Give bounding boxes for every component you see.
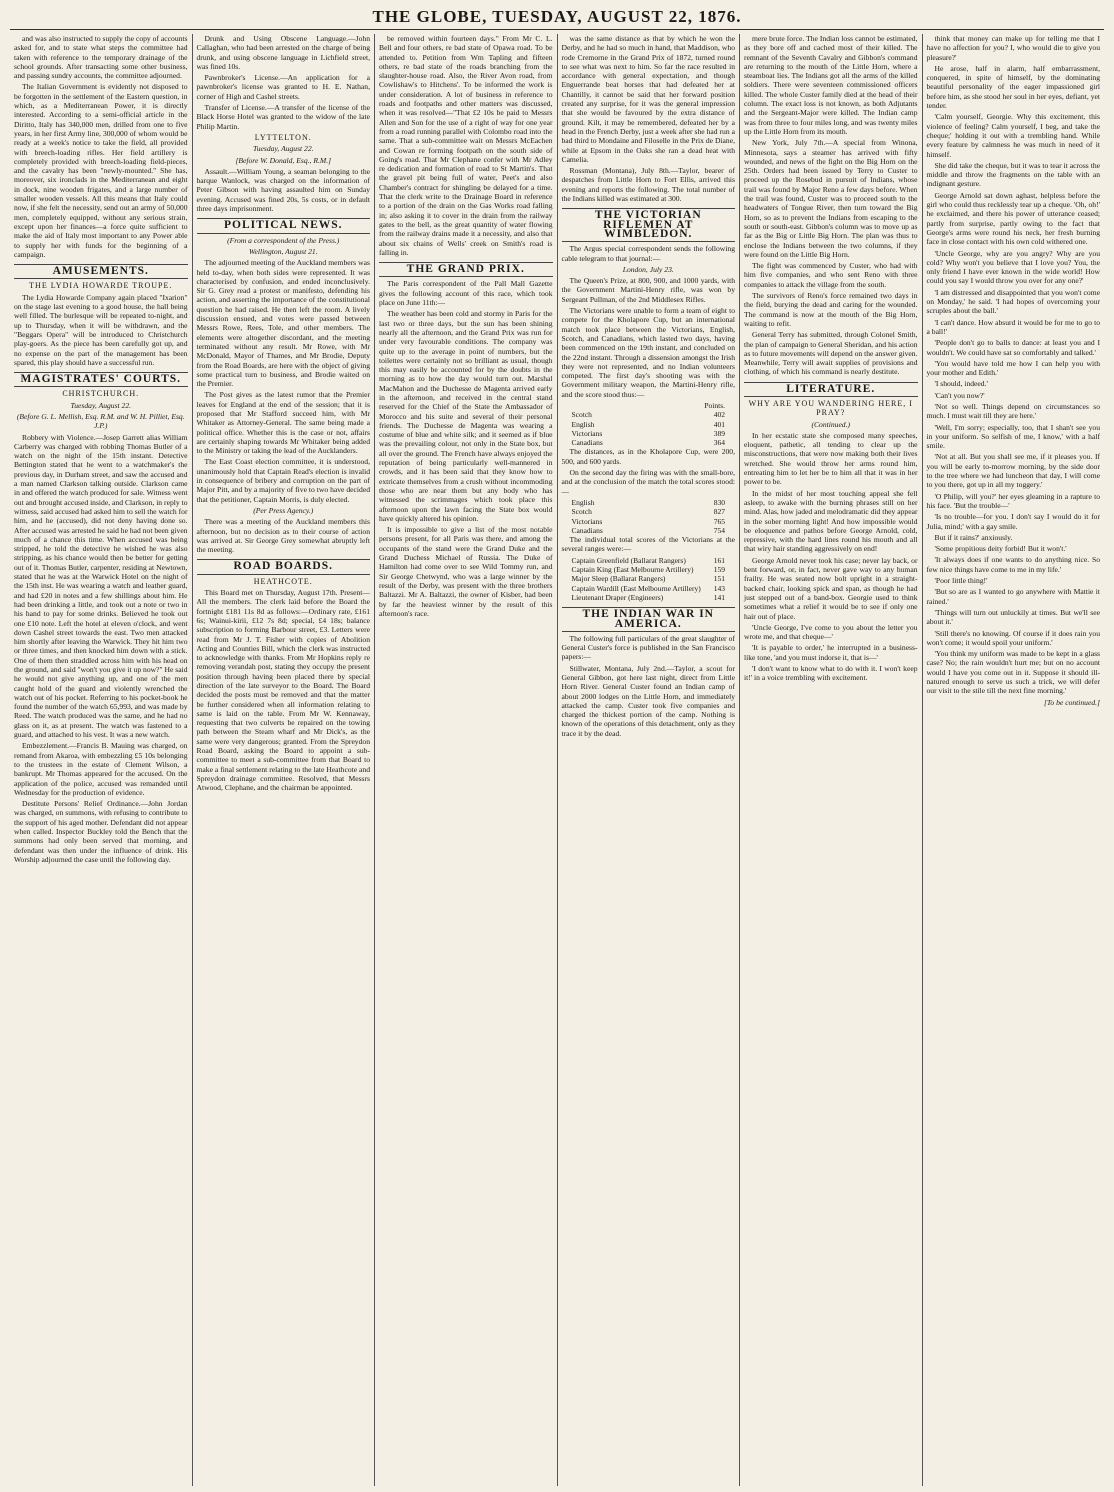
article-paragraph: New York, July 7th.—A special from Winona, Minnesota, says a steamer has arrived with fifty wounded, and news of the fight on the Big Horn on the 25th. Orders had been issued by Terry to Custer to proceed up the Rosebud in pursuit of Indians, whose trail was found by Major Reno a few days before. When the trail was found, Custer was to proceed south to the headwaters of Tongue River, then turn toward the Big Horn, so as to prevent the Indians from escaping to the south or south-east. Gibbon's column was to move up as far as the Big or Little Big Horn. The plan was thus to enclose the Indians between the two columns, if they were found on the Little Big Horn.	[744, 138, 918, 259]
article-paragraph: mere brute force. The Indian loss cannot be estimated, as they bore off and cached most of their killed. The remnant of the Seventh Cavalry and Gibbon's command are returning to the mouth of the Little Horn, where a steamboat lies. The Indians got all the arms of the killed soldiers. There were seventeen commissioned officers killed. The whole Custer family died at the head of their column. The exact loss is not known, as both Adjutants and the Sergeant-Major were killed. The Indian camp was from three to four miles long, and was twenty miles up the Little Horn from its mouth.	[744, 34, 918, 136]
score-row	[562, 420, 736, 429]
article-paragraph: The weather has been cold and stormy in Paris for the last two or three days, but the sun has been shining nearly all the afternoon, and the Grand Prix was run for under very favourable conditions. The company was quite up to the average in point of numbers, but the toilettes were certainly not so brilliant as usual, though this may easily be accounted for by the doubts in the morning as to how the day would turn out. Marshal MacMahon and the Duchesse de Magenta arrived early in the afternoon, and received in the central stand reserved for the Chief of the State the Ambassador of Morocco and his suite and several of their personal friends. The Duchesse de Magenta was wearing a costume of blue and white silk; and it seemed as if blue was the prevailing colour, not only in the State box, but all over the ground. The French have always enjoyed the reputation of being particularly well-mannered in crowds, and it has been said that they know how to extricate themselves from a crush without incommoding those who are near them but any body who has witnessed the scrimmages which took place this afternoon upon the lawn facing the State box would have quickly altered his opinion.	[379, 309, 553, 523]
article-paragraph: The Post gives as the latest rumor that the Premier leaves for England at the end of the session; that it is proposed that Mr Stafford succeed him, with Mr Whitaker as Attorney-General. The same being made a political office. Whether this is the case or not, affairs are certainly shaping towards Mr Whitaker being added to the Ministry or taking the lead of the Aucklanders.	[196, 390, 370, 456]
score-points: 143	[713, 583, 725, 593]
score-row	[562, 593, 736, 602]
source-line: (From a correspondent of the Press.)	[227, 235, 340, 245]
article-paragraph: Transfer of License.—A transfer of the license of the Black Horse Hotel was granted to the widow of the late Philip Martin.	[196, 103, 370, 131]
bench-line: [Before W. Donald, Esq., R.M.]	[235, 155, 332, 165]
article-paragraph: The East Coast election committee, it is understood, unanimously hold that Captain Read's election is invalid in consequence of bribery and corruption on the part of Major Pitt, and by a majority of five to two have decided that the petitioner, Captain Morris, is duly elected.	[196, 457, 370, 504]
score-points: 402	[713, 410, 725, 420]
score-points: 389	[713, 428, 725, 438]
article-paragraph: Assault.—William Young, a seaman belonging to the barque Wanlock, was charged on the information of Peter Gibson with having assaulted him on Sunday evening. Accused was fined 20s, 5s costs, or in default three days imprisonment.	[196, 166, 370, 214]
article-paragraph: Robbery with Violence.—Josep Garrett alias William Carberry was charged with robbing Thomas Butler of a watch on the night of the 15th instant. Detective Bettington stated that he went to a watchmaker's the previous day, in Durham street, and saw the accused and a man named Clarkson talking outside. Clarkson came in and offered the watch produced for sale. Witness went out and brought accused inside, and Clarkson, in reply to witness, said accused had asked him to sell the watch for him, and he (accused), did not deny having done so. After accused was arrested he said he had not been given much of a chance this time. When accused was being stripped, he told the detective he wished he was also stripping, as his chance would then be better for getting out of it. Thomas Butler, carpenter, residing at Newtown, stated that he was at the Warwick Hotel on the night of the 15th inst. He was wearing a watch and leather guard, and had £20 in notes and a few shillings about him. He had been drinking a little, and took out a note or two in his hand to pay for some drinks. Believed he took out one £10 note. Left the hotel at eleven o'clock, and went down Cashel street towards the east. Two men attacked him shortly after leaving the Warwick. They hit him two or three times, and then knocked him down with a stick. One of them then straddled across him with his head on the ground, and said "won't you give it up now?" He said he would not give anything up, and one of the men caught hold of the guard and violently wrenched the watch out of his pocket. Referring to his pocket-book he found the number of the watch 65,993, and was made by Reed. The watch produced was the same, and he had no glass on it, as at present. The watch was fastened to a guard, and attached to his vest. It was a new watch.	[14, 432, 188, 740]
article-paragraph: General Terry has submitted, through Colonel Smith, the plan of campaign to General Sheridan, and his action as to future movements will depend on the answer given. Meanwhile, Terry will await supplies of provisions and clothing, of which his command is nearly destitute.	[744, 330, 918, 377]
article-paragraph: The Queen's Prize, at 800, 900, and 1000 yards, with the Government Martini-Henry rifle, was won by Sergeant Pullman, of the 2nd Middlesex Rifles.	[561, 276, 735, 304]
sub-heading: HEATHCOTE.	[253, 576, 313, 586]
article-paragraph: 'You think my uniform was made to be kept in a glass case? No; the rain wouldn't hurt me; but on no account would I have you come out in it. Suppose it should ill-natured enough to serve us such a trick, we will defer our visit to the stile till the next fine morning.'	[926, 649, 1100, 696]
score-row	[562, 429, 736, 438]
article-paragraph: Pawnbroker's License.—An application for a pawnbroker's license was granted to H. E. Nathan, corner of High and Cashel streets.	[196, 73, 370, 101]
continued-note: (Continued.)	[811, 419, 851, 429]
masthead: THE GLOBE, TUESDAY, AUGUST 22, 1876.	[372, 7, 742, 26]
score-row	[562, 507, 736, 516]
article-paragraph: In the midst of her most touching appeal she fell asleep, to awake with the burning phrases still on her mind. Alas, how jaded and melodramatic did they appear in the sober morning light! And how impossible would be eloquence and pathos before George Arnold, cold, repressive, with the hard lines round his mouth and all that wiry hair standing aggressively on end!	[744, 488, 918, 554]
article-paragraph: The Paris correspondent of the Pall Mall Gazette gives the following account of this race, which took place on June 11th:—	[379, 279, 553, 308]
column-2	[193, 34, 376, 1486]
article-paragraph: 'It always does if one wants to do anything nice. So few nice things have come to me in my life.'	[926, 555, 1100, 574]
article-paragraph: The following full particulars of the great slaughter of General Custer's force is published in the San Francisco papers:—	[561, 633, 735, 662]
score-table-3	[562, 556, 736, 602]
article-paragraph: The fight was commenced by Custer, who had with him five companies, and who sent Reno with three companies to attack the village from the south.	[744, 261, 918, 289]
article-paragraph: She did take the cheque, but it was to tear it across the middle and throw the fragments on the table with an indignant gesture.	[926, 160, 1100, 189]
article-paragraph: 'Not at all. But you shall see me, if it pleases you. If you will be early to-morrow morning, by the side door to the tree where we had luncheon that day, I will come to you there, got up in all my toggery.'	[926, 452, 1100, 490]
article-paragraph: 'You would have told me how I can help you with your mother and Edith.'	[926, 358, 1100, 378]
score-points: 827	[713, 507, 725, 517]
article-paragraph: The distances, as in the Kholapore Cup, were 200, 500, and 600 yards.	[561, 447, 735, 466]
article-paragraph: The adjourned meeting of the Auckland members was held to-day, when both sides were represented. It was characterised by confusion, and ended inconclusively. Sir G. Grey read a protest or manifesto, defending his action, and asserting the importance of the constitutional question he had raised. He then left the room. A lively discussion ensued, and votes were passed between Messrs Rowe, Rees, Tole, and other members. The elements were altogether discordant, and the meeting terminated without any result. Mr Rowe, with Mr McDonald, Mayor of Thames, and Mr Brodie, Deputy from the Road Boards, are here with the object of giving some practical turn to business, and Brodie waited on the Premier.	[196, 258, 370, 389]
score-row	[562, 556, 736, 565]
score-team: Captain Wardill (East Melbourne Artillery)	[571, 583, 701, 593]
column-5	[740, 34, 923, 1486]
article-paragraph: The Lydia Howarde Company again placed "Ixarion" on the stage last evening to a good house, the hall being well filled. The burlesque will be repeated to-night, and up to Thursday, when it will be withdrawn, and the "Beggars Opera" will be introduced to Christchurch play-goers. As the piece has been carefully got up, and no expense on the part of the management has been spared, this play should have a successful run.	[14, 292, 188, 367]
article-paragraph: 'Poor little thing!'	[934, 576, 988, 586]
sub-heading: LYTTELTON.	[254, 132, 312, 142]
article-paragraph: 'Can't you now?'	[934, 390, 985, 400]
score-row	[562, 438, 736, 447]
score-row	[562, 498, 736, 507]
score-row	[562, 565, 736, 574]
dateline: London, July 23.	[622, 264, 674, 274]
section-heading: ROAD BOARDS.	[197, 559, 371, 574]
article-paragraph: 'O Philip, will you?' her eyes gleaming in a rapture to his face. 'But the trouble—'	[926, 491, 1100, 510]
column-6	[923, 34, 1105, 1486]
article-paragraph: Drunk and Using Obscene Language.—John Callaghan, who had been arrested on the charge of being drunk, and using obscene language in Lichfield street, was fined 10s.	[196, 34, 370, 71]
story-title: WHY ARE YOU WANDERING HERE, I PRAY?	[748, 398, 913, 418]
score-points: 401	[713, 419, 725, 429]
article-paragraph: 'I am distressed and disappointed that you won't come on Monday,' he said. 'I had hopes of overcoming your scruples about the ball.'	[926, 287, 1100, 316]
article-paragraph: It is impossible to give a list of the most notable persons present, for all Paris was there, and among the occupants of the stand were the Grand Duke and the Grand Duchess Michael of Russia. The Duke of Hamilton had come over to see Wild Tommy run, and Sir George Chetwynd, who was a large winner by the result of the Derby, was present with the three brothers Baltazzi. Mr A. Baltazzi, the owner of Kisber, had been by far the heaviest winner by the result of this afternoon's race.	[379, 525, 553, 618]
score-team: Captain King (East Melbourne Artillery)	[571, 565, 694, 575]
article-paragraph: 'Uncle George, why are you angry? Why are you cold? Why won't you believe that I love you? You, the only friend I have ever known in the wide world! How could you say I would throw you over for any one?'	[926, 248, 1100, 286]
article-paragraph: The Italian Government is evidently not disposed to be forgotten in the settlement of the Eastern question, in which, as a Mediterranean Power, it is directly interested. According to a semi-official article in the Diritto, Italy has 340,000 men, drilled from one to five years, in her first Army line, 300,000 of whom would be ready at a week's notice to take the field, all provided with breech-loading rifles. Her field artillery is completely provided with breech-loading field-pieces, and the cavalry has been "newly-mounted." She has, moreover, six ironclads in the Mediterranean and eight in dock, nine wooden frigates, and a large number of smaller wooden vessels. All this means that Italy could now, if she felt the necessity, send out an army of 50,000 men, completely equipped, without any serious strain, except upon her finances—a force quite sufficient to make the aid of Italy most important to any Power able to supply her with funds for the beginning of a campaign.	[14, 82, 188, 259]
score-points: 161	[713, 555, 725, 565]
article-paragraph: 'Still there's no knowing. Of course if it does rain you won't come; it would spoil your uniform.'	[926, 628, 1100, 647]
score-team: Scotch	[571, 410, 592, 420]
article-paragraph: 'Some propitious deity forbid! But it won't.'	[934, 544, 1067, 554]
article-paragraph: George Arnold sat down aghast, helpless before the girl who could thus recklessly tear up a cheque. 'Oh, oh!' he exclaimed, and there his power of utterance ceased; partly from surprise, partly owing to the fact that George's arms were round his neck, her fresh burning face in close contact with his own cold withered one.	[926, 190, 1100, 247]
dateline: Tuesday, August 22.	[70, 400, 132, 410]
article-paragraph: 'People don't go to balls to dance: at least you and I wouldn't. We could have sat so comfortably and talked.'	[926, 338, 1100, 357]
article-paragraph: But if it rains?' anxiously.	[934, 532, 1013, 542]
article-paragraph: 'I should, indeed.'	[934, 379, 988, 389]
article-paragraph: There was a meeting of the Auckland members this afternoon, but no decision as to their course of action was arrived at. Sir George Grey somewhat abruptly left the meeting.	[196, 517, 370, 555]
section-heading: THE VICTORIAN RIFLEMEN AT WIMBLEDON.	[562, 208, 736, 242]
score-points: 765	[713, 516, 725, 526]
article-paragraph: and was also instructed to supply the copy of accounts asked for, and to state what steps the committee had taken with reference to the temporary drainage of the school grounds. After transacting some other business, and passing sundry accounts, the committee adjourned.	[14, 34, 188, 81]
article-paragraph: 'I don't want to know what to do with it. I won't keep it!' in a voice trembling with excitement.	[744, 664, 918, 683]
column-4	[558, 34, 741, 1486]
article-paragraph: Stillwater, Montana, July 2nd.—Taylor, a scout for General Gibbon, got here last night, direct from Little Horn River. General Custer found an Indian camp of about 2000 lodges on the Little Horn, and immediately attacked the camp. Custer took five companies and charged the thickest portion of the camp. Nothing is known of the operations of this detachment, only as they trace it by the dead.	[561, 663, 735, 738]
article-paragraph: Destitute Persons' Relief Ordinance.—John Jordan was charged, on summons, with refusing to contribute to the support of his aged mother. Defendant did not appear when called. Inspector Buckley told the Bench that the summons had only been served that morning, and defendant was then under the influence of drink. His Worship adjourned the case until the following day.	[14, 799, 188, 864]
score-team: Lieutenant Draper (Engineers)	[571, 592, 664, 602]
column-1	[10, 34, 193, 1486]
score-team: Canadians	[571, 525, 603, 535]
score-team: Captain Greenfield (Ballarat Rangers)	[571, 555, 686, 565]
article-paragraph: The individual total scores of the Victorians at the several ranges were:—	[561, 535, 735, 554]
masthead-rule	[10, 29, 1104, 30]
article-paragraph: 'Is no trouble—for you. I don't say I would do it for Julia, mind;' with a gay smile.	[926, 512, 1100, 531]
score-points: 159	[713, 565, 725, 575]
article-paragraph: He arose, half in alarm, half embarrassment, conquered, in spite of himself, by the dominating beautiful personality of the eager impassioned girl before him, as she stood her soul in her eyes, defiant, yet tender.	[926, 63, 1100, 111]
column-3	[375, 34, 558, 1486]
section-heading: MAGISTRATES' COURTS.	[14, 372, 188, 387]
score-row	[562, 517, 736, 526]
section-heading: POLITICAL NEWS.	[197, 218, 371, 233]
sub-heading: CHRISTCHURCH.	[62, 389, 140, 399]
article-paragraph: 'Not so well. Things depend on circumstances so much. I must wait till they are here.'	[926, 401, 1100, 421]
article-paragraph: 'It is payable to order,' he interrupted in a business-like tone, 'and you must indorse it, that is—'	[744, 643, 918, 662]
article-paragraph: On the second day the firing was with the small-bore, and at the conclusion of the match the total scores stood:—	[561, 468, 735, 496]
score-team: Major Sleep (Ballarat Rangers)	[571, 574, 666, 584]
article-paragraph: was the same distance as that by which he won the Derby, and he had so much in hand, that Maddison, who rode Cremorne in the Grand Prix of 1872, turned round to see what was next to him. So far the race resulted in accordance with general expectation, and though Enguerrande beat horses that had defeated her at Chantilly, it cannot be said that her forward position created any surprise, for it was the general impression that she would be favoured by the extra distance of ground. Kilt, it may be remembered, defeated her by a head in the French Derby, just a week after she had run a bad third to Mondaine and Filoselle in the Prix de Diane, while at Epsom in the Oaks she ran a dead heat with Camelia.	[561, 34, 735, 164]
score-points: 754	[713, 525, 725, 535]
section-heading: AMUSEMENTS.	[14, 264, 188, 279]
bench-line: (Before G. L. Mellish, Esq. R.M. and W. H. Pilliet, Esq. J.P.)	[16, 411, 185, 431]
article-paragraph: George Arnold never took his case; never lay back, or bent forward, or, in fact, never gave way to any human frailty. He was seated now bolt upright in a straight-backed chair, looking spick and span, as though he had just stepped out of a band-box. Georgie used to think sometimes what a relief it would be to see if only one hair out of place.	[744, 555, 918, 621]
article-paragraph: think that money can make up for telling me that I have no affection for you? I, who would die to give you pleasure?'	[926, 34, 1100, 62]
article-paragraph: The Victorians were unable to form a team of eight to compete for the Kholapore Cup, but an international match took place between the Victorians, English, Scotch, and Canadians, which lasted two days, having been commenced on the 19th instant, and concluded on the 22nd instant. Through a dissension amongst the Irish they were not represented, and no Indian volunteers competed. The first day's shooting was with the Government military weapon, the Martini-Henry rifle, and the score stood thus:—	[561, 306, 735, 399]
section-heading: THE GRAND PRIX.	[379, 262, 553, 277]
score-row	[562, 410, 736, 419]
sub-heading: THE LYDIA HOWARDE TROUPE.	[29, 281, 173, 291]
score-team: Victorians	[571, 428, 603, 438]
score-table-2	[562, 498, 736, 535]
article-paragraph: 'Things will turn out unluckily at times. But we'll see about it.'	[926, 607, 1100, 627]
score-team: Victorians	[571, 516, 603, 526]
score-team: English	[571, 419, 595, 429]
dateline: Wellington, August 21.	[248, 246, 318, 256]
points-header	[562, 401, 736, 410]
article-paragraph: This Board met on Thursday, August 17th. Present—All the members. The clerk laid before the Board the fortnight £181 11s 8d as follows:—Ordinary rate, £161 6s; Wainui-kirii, £12 7s 8d; special, £4 18s; balance subscription to forming Barbour street, £3. Letters were read from Mr J. T. Fisher with copies of Abolition Acting and Counties Bill, which the clerk was instructed to acknowledge with thanks. From Mr Hopkins reply re removing verandah post, stating they occupy the present position through having been placed there by special direction of the late surveyor to the Board. The Board decided the posts must be removed and that the matter be further considered when all information relating to same is laid on the table. From Mr W. Kennaway, requesting that two culverts be repaired on the towing path between the Steam wharf and Mr Dick's, as the same were very dangerous; granted. From the Spreydon Road Board, asking the Board to appoint a sub-committee to meet a sub-committee from that Board to make a final settlement relating to the late Heathcote and Spreydon drainage committee. Resolved, that Messrs Atwood, Clephane, and the chairman be appointed.	[196, 588, 370, 793]
score-team: Scotch	[571, 507, 592, 517]
article-paragraph: Embezzlement.—Francis B. Mauing was charged, on remand from Akaroa, with embezzling £5 10s belonging to the trustees in the estate of Clement Wilson, a bankrupt. Mr Thomas appeared for the accused. On the application of the police, accused was remanded until Wednesday for the production of evidence.	[14, 741, 188, 797]
score-points: 151	[713, 574, 725, 584]
score-points: 141	[713, 592, 725, 602]
article-paragraph: Rossman (Montana), July 8th.—Taylor, bearer of despatches from Little Horn to Fort Ellis, arrived this evening and reports the following. The total number of the Indians killed was estimated at 300.	[561, 166, 735, 204]
score-points: 364	[713, 438, 725, 448]
article-paragraph: The survivors of Reno's force remained two days in the field, burying the dead and caring for the wounded. The command is now at the mouth of the Big Horn, waiting to refit.	[744, 291, 918, 328]
to-be-continued: [To be continued.]	[1043, 697, 1100, 707]
article-paragraph: 'Well, I'm sorry; especially, too, that I shan't see you in your uniform. So selfish of me, I know,' with a half smile.	[926, 422, 1100, 451]
score-table-1	[562, 410, 736, 447]
score-row	[562, 584, 736, 593]
section-heading: LITERATURE.	[744, 382, 918, 397]
article-paragraph: The Argus special correspondent sends the following cable telegram to that journal:—	[561, 244, 735, 263]
article-paragraph: 'Uncle George, I've come to you about the letter you wrote me, and that cheque—'	[744, 622, 918, 642]
score-row	[562, 526, 736, 535]
dateline: Tuesday, August 22.	[252, 144, 314, 154]
article-paragraph: 'But so are as I wanted to go anywhere with Mattie it rained.'	[926, 587, 1100, 606]
source-line: (Per Press Agency.)	[253, 505, 314, 515]
score-team: English	[571, 497, 595, 507]
article-paragraph: 'I can't dance. How absurd it would be for me to go to a ball!'	[926, 317, 1100, 336]
score-team: Canadians	[571, 438, 603, 448]
article-paragraph: 'Calm yourself, Georgie. Why this excitement, this violence of feeling? Calm yourself, I beg, and take the cheque;' holding it out with a trembling hand. While every feature by calmness he was much in need of it himself.	[926, 112, 1100, 159]
points-label: Points.	[704, 400, 725, 410]
article-paragraph: be removed within fourteen days." From Mr C. L. Bell and four others, re bad state of Opawa road. To be attended to. Petition from Wm Tapling and fifteen others, re bad state of the roads branching from the slaughter-house road. Also, the River Avon road, from Cowlishaw's to Hitchens'. To be informed the work is under consideration. A lot of business in reference to roads and footpaths and other matters was discussed, when it was resolved—"That £2 10s be paid to Messrs Allen and Son for the use of a right of way for one year from a road running parallel with Colombo road into the same. That a sub-committee wait on Messrs McEachen and Cowan re forming footpath on the south side of Going's road. That Mr Clephane confer with Mr Adley re dedication and formation of road to St Martin's. That the gravel pit being full of water, Peet's and also Chamber's contract for shingling be delayed for a time. That the clerk write to the Drainage Board in reference to a portion of the drain on the Gas Works road falling in; also asking it to cover in the drain from the railway gates to the bell, as the great quantity of water flowing from the railway drains made it a necessity, and also that about six chains of Wells' creek on Smith's road is falling in.	[379, 34, 553, 257]
section-heading: THE INDIAN WAR IN AMERICA.	[562, 607, 736, 632]
article-paragraph: In her ecstatic state she composed many speeches, eloquent, pathetic, all tending to clear up the misconstructions, that were now making both their lives wretched. She would throw her arms round him, entreating him to let her be to him all that it was in her power to be.	[744, 430, 918, 487]
score-row	[562, 574, 736, 583]
columns	[10, 34, 1104, 1486]
score-points: 830	[713, 497, 725, 507]
